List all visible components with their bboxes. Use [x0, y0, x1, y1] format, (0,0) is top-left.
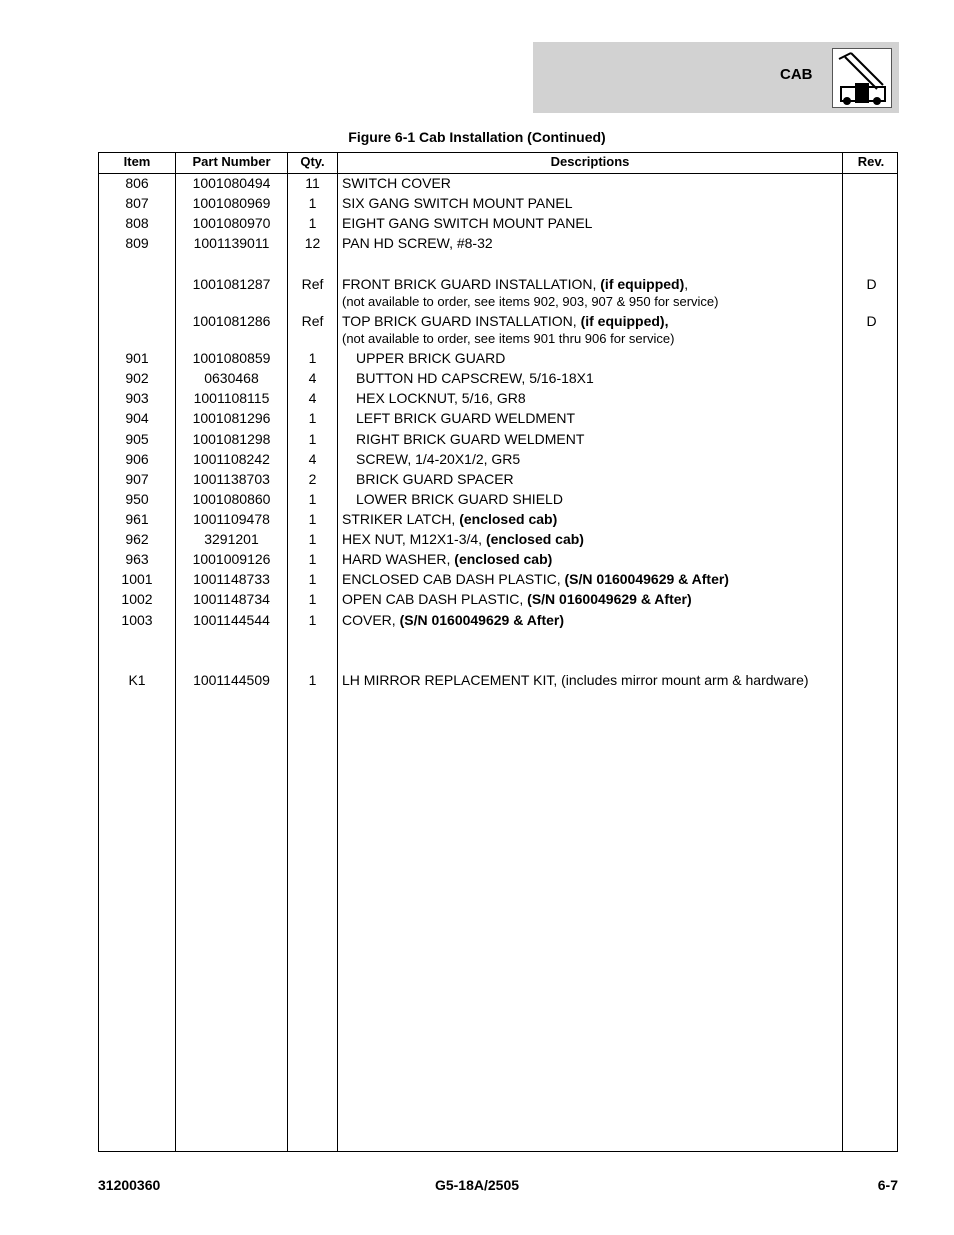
description-note: (not available to order, see items 902, 903, 907 & 950 for service): [342, 294, 719, 309]
description: [356, 471, 856, 488]
description-text: TOP BRICK GUARD INSTALLATION,: [342, 313, 581, 329]
description: [342, 612, 842, 629]
description-text: PAN HD SCREW, #8-32: [342, 235, 493, 251]
description-text: SCREW, 1/4-20X1/2, GR5: [356, 451, 521, 467]
revision: D: [866, 313, 877, 329]
part-number: 1001081298: [192, 431, 271, 447]
quantity: 1: [308, 491, 317, 507]
item-number: 1003: [121, 612, 153, 628]
column-divider: [337, 153, 338, 1151]
description: [342, 195, 842, 212]
description-text: SWITCH COVER: [342, 175, 451, 191]
part-number: 0630468: [204, 370, 259, 386]
item-number: 904: [125, 410, 149, 426]
part-number: 1001009126: [192, 551, 271, 567]
item-number: 902: [125, 370, 149, 386]
figure-title: Figure 6-1 Cab Installation (Continued): [348, 129, 606, 145]
item-number: 963: [125, 551, 149, 567]
quantity: 1: [308, 195, 317, 211]
quantity: 1: [308, 350, 317, 366]
quantity: Ref: [301, 313, 324, 329]
description-text: UPPER BRICK GUARD: [356, 350, 506, 366]
item-number: 807: [125, 195, 149, 211]
column-header-descriptions: Descriptions: [550, 154, 630, 169]
footer-document-number: 31200360: [98, 1177, 161, 1193]
column-divider: [175, 153, 176, 1151]
item-number: 903: [125, 390, 149, 406]
description-text: RIGHT BRICK GUARD WELDMENT: [356, 431, 585, 447]
item-number: 961: [125, 511, 149, 527]
part-number: 1001080860: [192, 491, 271, 507]
item-number: 907: [125, 471, 149, 487]
description: [342, 313, 842, 347]
description-text: OPEN CAB DASH PLASTIC,: [342, 591, 528, 607]
part-number: 1001080969: [192, 195, 271, 211]
item-number: 1002: [121, 591, 153, 607]
quantity: 4: [308, 451, 317, 467]
part-number: 1001080970: [192, 215, 271, 231]
column-header-rev: Rev.: [857, 154, 885, 169]
footer-page-number: 6-7: [877, 1177, 898, 1193]
part-number: 1001139011: [193, 235, 270, 251]
section-title: CAB: [780, 66, 813, 83]
part-number: 1001148733: [193, 571, 270, 587]
description-text: HARD WASHER,: [342, 551, 455, 567]
part-number: 3291201: [204, 531, 259, 547]
quantity: 11: [305, 175, 320, 191]
description: [342, 175, 842, 192]
quantity: 1: [308, 612, 317, 628]
part-number: 1001144509: [193, 672, 270, 688]
description: [342, 591, 842, 608]
item-number: K1: [128, 672, 146, 688]
quantity: 1: [308, 511, 317, 527]
part-number: 1001080494: [192, 175, 271, 191]
quantity: 1: [308, 551, 317, 567]
header-divider: [99, 173, 897, 174]
description-text: HEX NUT, M12X1-3/4,: [342, 531, 486, 547]
description-text: SIX GANG SWITCH MOUNT PANEL: [342, 195, 573, 211]
description-note: (not available to order, see items 901 thru 906 for service): [342, 331, 675, 346]
column-divider: [287, 153, 288, 1151]
column-header-item: Item: [123, 154, 151, 169]
item-number: 806: [125, 175, 149, 191]
description: [342, 571, 842, 588]
part-number: 1001081287: [192, 276, 271, 292]
item-number: 950: [125, 491, 149, 507]
column-header-qty: Qty.: [300, 154, 325, 169]
item-number: 906: [125, 451, 149, 467]
part-number: 1001138703: [193, 471, 270, 487]
description-qualifier: (S/N 0160049629 & After): [399, 612, 565, 628]
quantity: 1: [308, 571, 317, 587]
description: [342, 215, 842, 232]
item-number: 808: [125, 215, 149, 231]
description-qualifier: (if equipped): [600, 276, 685, 292]
part-number: 1001080859: [192, 350, 271, 366]
description-text: LOWER BRICK GUARD SHIELD: [356, 491, 563, 507]
part-number: 1001108115: [193, 390, 270, 406]
description: [342, 276, 842, 310]
description-text: COVER,: [342, 612, 400, 628]
description: [356, 350, 856, 367]
description-tail: ,: [684, 276, 689, 292]
quantity: 1: [308, 410, 317, 426]
quantity: 4: [308, 370, 317, 386]
description-qualifier: (S/N 0160049629 & After): [564, 571, 729, 587]
quantity: 2: [308, 471, 317, 487]
item-number: 1001: [121, 571, 153, 587]
quantity: 1: [308, 215, 317, 231]
description-text: FRONT BRICK GUARD INSTALLATION,: [342, 276, 601, 292]
description-qualifier: (enclosed cab): [485, 531, 584, 547]
machine-section-icon: [832, 48, 892, 108]
item-number: 809: [125, 235, 149, 251]
part-number: 1001081296: [192, 410, 271, 426]
description-text: BRICK GUARD SPACER: [356, 471, 514, 487]
description: [342, 551, 842, 568]
description-qualifier: (if equipped),: [580, 313, 669, 329]
revision: D: [866, 276, 877, 292]
part-number: 1001081286: [192, 313, 271, 329]
description-qualifier: (enclosed cab): [454, 551, 553, 567]
quantity: 1: [308, 431, 317, 447]
quantity: 12: [304, 235, 321, 251]
description-text: STRIKER LATCH,: [342, 511, 460, 527]
description-text: HEX LOCKNUT, 5/16, GR8: [356, 390, 526, 406]
part-number: 1001148734: [193, 591, 270, 607]
column-divider: [842, 153, 843, 1151]
description: [356, 431, 856, 448]
quantity: 4: [308, 390, 317, 406]
part-number: 1001144544: [193, 612, 270, 628]
parts-table: [98, 152, 898, 1152]
description: [342, 531, 842, 548]
description-text: LH MIRROR REPLACEMENT KIT, (includes mirror mount arm & hardware): [342, 672, 809, 688]
description: [342, 511, 842, 528]
description-text: LEFT BRICK GUARD WELDMENT: [356, 410, 576, 426]
description: [356, 451, 856, 468]
description-text: EIGHT GANG SWITCH MOUNT PANEL: [342, 215, 593, 231]
description: [356, 390, 856, 407]
part-number: 1001108242: [193, 451, 270, 467]
description: [356, 370, 856, 387]
column-header-part-number: Part Number: [192, 154, 271, 169]
description: [342, 672, 842, 689]
description-qualifier: (S/N 0160049629 & After): [527, 591, 692, 607]
item-number: 962: [125, 531, 149, 547]
part-number: 1001109478: [193, 511, 270, 527]
item-number: 905: [125, 431, 149, 447]
item-number: 901: [125, 350, 149, 366]
description-text: BUTTON HD CAPSCREW, 5/16-18X1: [356, 370, 594, 386]
quantity: Ref: [301, 276, 324, 292]
description-qualifier: (enclosed cab): [459, 511, 558, 527]
quantity: 1: [308, 531, 317, 547]
quantity: 1: [308, 591, 317, 607]
description: [356, 410, 856, 427]
description-text: ENCLOSED CAB DASH PLASTIC,: [342, 571, 565, 587]
description: [342, 235, 842, 252]
description: [356, 491, 856, 508]
quantity: 1: [308, 672, 317, 688]
footer-model: G5-18A/2505: [434, 1177, 520, 1193]
